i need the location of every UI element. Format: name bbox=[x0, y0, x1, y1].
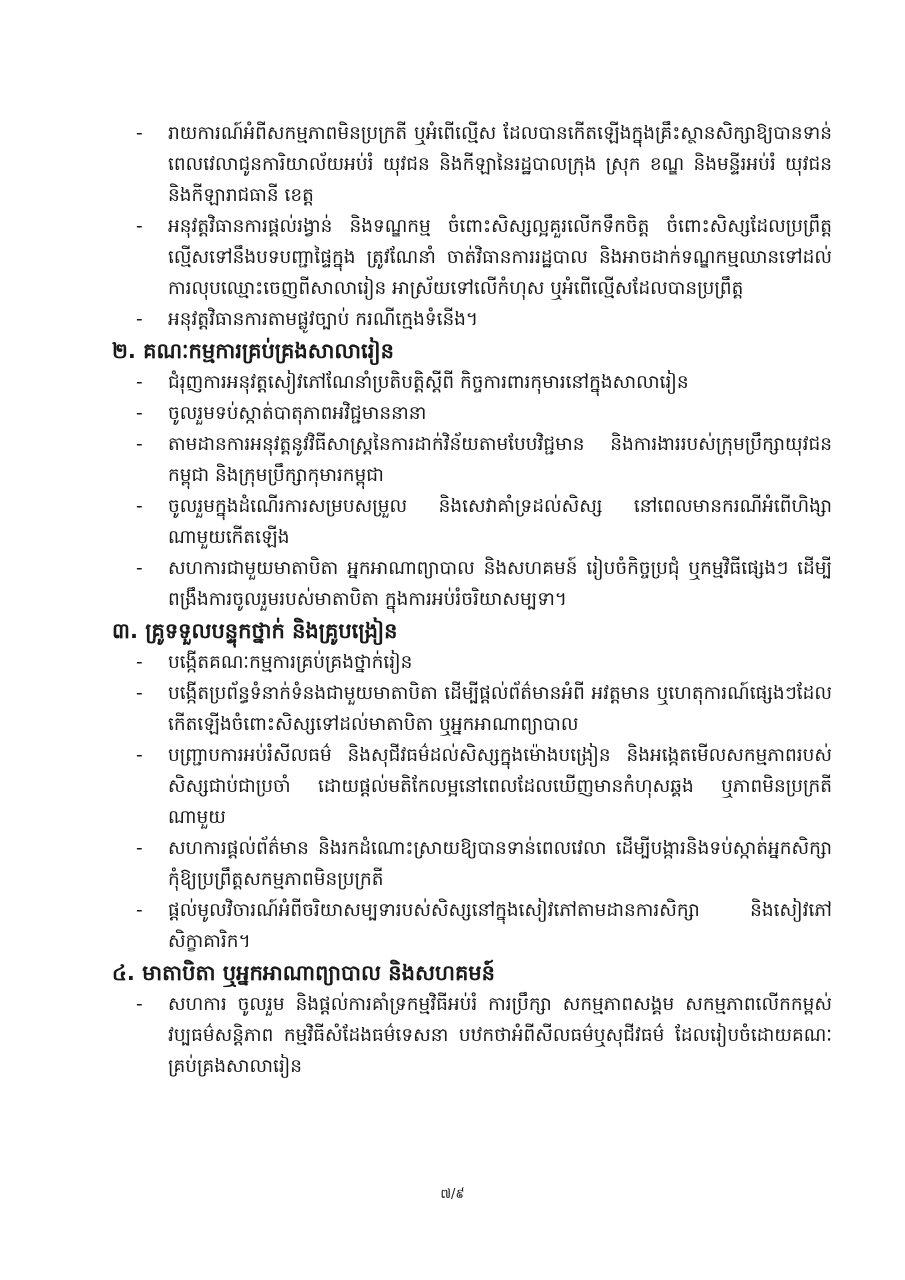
section-4-bullet-list bbox=[112, 989, 832, 1082]
bullet-dash: - bbox=[136, 309, 143, 330]
section-heading-parents-guardians-community: ៤. មាតាបិតា ឬអ្នកអាណាព្យាបាល និងសហគមន៍ bbox=[112, 961, 495, 985]
bullet-dash: - bbox=[136, 403, 143, 424]
list-item bbox=[112, 398, 832, 429]
bullet-dash: - bbox=[136, 558, 143, 579]
list-item-text: តាមដានការអនុវត្តនូវវិធីសាស្ត្រនៃការដាក់វិន័យតាមបែបវិជ្ជមាន និងការងាររបស់ក្រុមប្រឹក្សាយុវជនកម្ពុជា និងក្រុមប្រឹក្សាកុមារកម្ពុជា bbox=[168, 434, 832, 486]
section-2-bullet-list bbox=[112, 367, 832, 615]
list-item-text: បង្កើតគណៈកម្មការគ្រប់គ្រងថ្នាក់រៀន bbox=[168, 652, 413, 673]
bullet-dash: - bbox=[136, 216, 143, 237]
list-item-text: ចូលរួមទប់ស្កាត់បាតុភាពអវិជ្ជមាននានា bbox=[168, 403, 427, 424]
list-item-text: ផ្តល់មូលវិចារណ៍អំពីចរិយាសម្បទារបស់សិស្សនៅក្នុងសៀវភៅតាមដានការសិក្សា និងសៀវភៅសិក្ខាគារិក។ bbox=[168, 900, 832, 952]
list-item bbox=[112, 989, 832, 1082]
section-heading-homeroom-teachers: ៣. គ្រូទទួលបន្ទុកថ្នាក់ និងគ្រូបង្រៀន bbox=[112, 619, 398, 643]
list-item-text: បង្កើតប្រព័ន្ធទំនាក់ទំនងជាមួយមាតាបិតា ដើម្បីផ្តល់ព័ត៌មានអំពី អវត្តមាន ឬហេតុការណ៍ផ្សេងៗដែលកើតឡើងចំពោះសិស្សទៅដល់មាតាបិតា ឬអ្នកអាណាព្យាបាល bbox=[168, 683, 832, 735]
list-item bbox=[112, 304, 832, 335]
bullet-dash: - bbox=[136, 745, 143, 766]
bullet-dash: - bbox=[136, 372, 143, 393]
list-item-text: សហការ ចូលរួម និងផ្តល់ការគាំទ្រកម្មវិធីអប់រំ ការប្រឹក្សា សកម្មភាពសង្គម សកម្មភាពលើកកម្ពស់វប្បធម៌សន្តិភាព កម្មវិធីសំដែងធម៌ទេសនា បឋកថាអំពីសីលធម៌ឬសុជីវធម៌ ដែលរៀបចំដោយគណៈគ្រប់គ្រងសាលារៀន bbox=[168, 994, 832, 1077]
list-item-text: រាយការណ៍អំពីសកម្មភាពមិនប្រក្រតី ឬអំពើល្មើស ដែលបានកើតឡើងក្នុងគ្រឹះស្ថានសិក្សាឱ្យបានទាន់ពេលវេលាជូនការិយាល័យអប់រំ យុវជន និងកីឡានៃរដ្ឋបាលក្រុង ស្រុក ខណ្ឌ និងមន្ទីរអប់រំ យុវជន និងកីឡារាជធានី ខេត្ត bbox=[168, 123, 832, 206]
document-body bbox=[112, 118, 832, 1082]
bullet-dash: - bbox=[136, 123, 143, 144]
list-item bbox=[112, 833, 832, 895]
page-number: ៧/៩ bbox=[440, 1187, 465, 1202]
list-item-text: ជំរុញការអនុវត្តសៀវភៅណែនាំប្រតិបត្តិស្តីពី កិច្ចការពារកុមារនៅក្នុងសាលារៀន bbox=[168, 372, 689, 393]
list-item-text: អនុវត្តវិធានការតាមផ្លូវច្បាប់ ករណីក្មេងទំនើង។ bbox=[168, 309, 479, 330]
list-item bbox=[112, 895, 832, 957]
section-3-bullet-list bbox=[112, 647, 832, 957]
intro-bullet-list bbox=[112, 118, 832, 335]
list-item bbox=[112, 647, 832, 678]
section-heading-school-management-committee: ២. គណៈកម្មការគ្រប់គ្រងសាលារៀន bbox=[112, 339, 394, 363]
list-item bbox=[112, 118, 832, 211]
list-item bbox=[112, 491, 832, 553]
list-item-text: សហការផ្តល់ព័ត៌មាន និងរកដំណោះស្រាយឱ្យបានទាន់ពេលវេលា ដើម្បីបង្ការនិងទប់ស្កាត់អ្នកសិក្សាកុំឱ្យប្រព្រឹត្តសកម្មភាពមិនប្រក្រតី bbox=[168, 838, 832, 890]
bullet-dash: - bbox=[136, 496, 143, 517]
bullet-dash: - bbox=[136, 838, 143, 859]
list-item-text: ចូលរួមក្នុងដំណើរការសម្របសម្រួល និងសេវាគាំទ្រដល់សិស្ស នៅពេលមានករណីអំពើហិង្សាណាមួយកើតឡើង bbox=[168, 496, 832, 548]
bullet-dash: - bbox=[136, 652, 143, 673]
list-item-text: សហការជាមួយមាតាបិតា អ្នកអាណាព្យាបាល និងសហគមន៍ រៀបចំកិច្ចប្រជុំ ឬកម្មវិធីផ្សេងៗ ដើម្បីពង្រឹងការចូលរួមរបស់មាតាបិតា ក្នុងការអប់រំចរិយាសម្បទា។ bbox=[168, 558, 832, 610]
bullet-dash: - bbox=[136, 900, 143, 921]
list-item bbox=[112, 678, 832, 740]
list-item bbox=[112, 553, 832, 615]
list-item-text: អនុវត្តវិធានការផ្តល់រង្វាន់ និងទណ្ឌកម្ម ចំពោះសិស្សល្អគួរលើកទឹកចិត្ត ចំពោះសិស្សដែលប្រព្រឹត្តល្មើសទៅនឹងបទបញ្ជាផ្ទៃក្នុង ត្រូវណែនាំ ចាត់វិធានការរដ្ឋបាល និងអាចដាក់ទណ្ឌកម្មឈានទៅដល់ការលុបឈ្មោះចេញពីសាលារៀន អាស្រ័យទៅលើកំហុស ឬអំពើល្មើសដែលបានប្រព្រឹត្ត bbox=[168, 216, 832, 299]
bullet-dash: - bbox=[136, 994, 143, 1015]
bullet-dash: - bbox=[136, 434, 143, 455]
list-item-text: បញ្ជ្រាបការអប់រំសីលធម៌ និងសុជីវធម៌ដល់សិស្សក្នុងម៉ោងបង្រៀន និងអង្កេតមើលសកម្មភាពរបស់សិស្សជាប់ជាប្រចាំ ដោយផ្តល់មតិកែលម្អនៅពេលដែលឃើញមានកំហុសឆ្គង ឬភាពមិនប្រក្រតីណាមួយ bbox=[168, 745, 832, 828]
list-item bbox=[112, 367, 832, 398]
bullet-dash: - bbox=[136, 683, 143, 704]
list-item bbox=[112, 740, 832, 833]
list-item bbox=[112, 211, 832, 304]
list-item bbox=[112, 429, 832, 491]
